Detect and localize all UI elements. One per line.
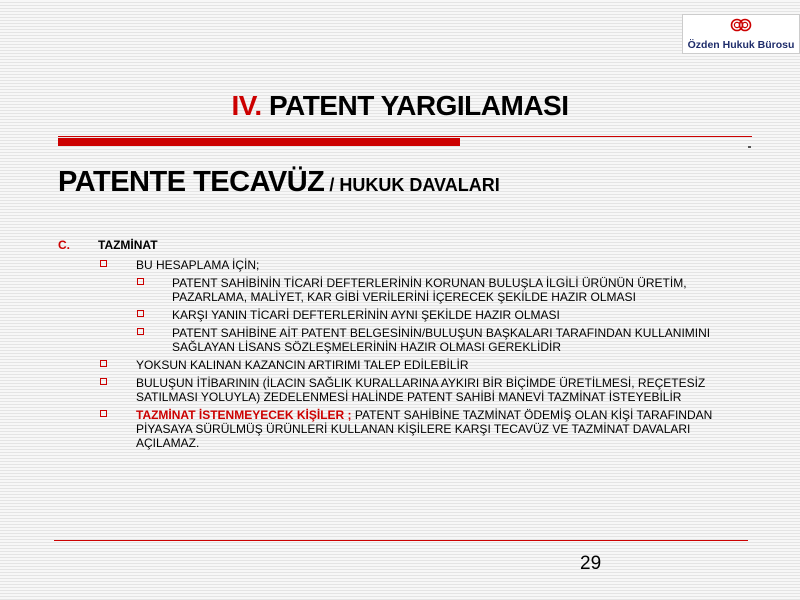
square-bullet-icon: [137, 278, 144, 285]
slide-title-text: PATENT YARGILAMASI: [261, 90, 569, 121]
square-bullet-icon: [100, 378, 107, 385]
list-item-text: BU HESAPLAMA İÇİN;: [136, 258, 260, 272]
list-item: [58, 358, 738, 372]
slide-content: [58, 238, 738, 454]
subtitle-main: PATENTE TECAVÜZ: [58, 166, 325, 198]
list-item-label: TAZMİNAT İSTENMEYECEK KİŞİLER ;: [136, 408, 352, 422]
logo-rings-icon: [730, 18, 752, 32]
sub-list-item: [58, 308, 738, 322]
footer-divider: [54, 540, 748, 541]
sub-list-item: [58, 276, 738, 304]
section-letter: C.: [58, 238, 70, 252]
square-bullet-icon: [137, 310, 144, 317]
subtitle-secondary: / HUKUK DAVALARI: [324, 175, 500, 195]
title-divider-thick: [58, 138, 460, 146]
slide-title: [0, 90, 800, 122]
slide-subtitle: [58, 166, 500, 199]
section-heading: [58, 238, 738, 252]
title-divider-thin: [58, 136, 752, 137]
page-number: 29: [580, 553, 602, 574]
logo-text: Özden Hukuk Bürosu: [687, 39, 795, 51]
company-logo: [682, 14, 800, 54]
square-bullet-icon: [137, 328, 144, 335]
sub-list-item-text: PATENT SAHİBİNİN TİCARİ DEFTERLERİNİN KORUNAN BULUŞLA İLGİLİ ÜRÜNÜN ÜRETİM, PAZARLAMA, MALİYET, KAR GİBİ VERİLERİNİ İÇERECEK ŞEKİLDE HAZIR OLMASI: [172, 276, 687, 304]
list-item: [58, 376, 738, 404]
list-item: [58, 258, 738, 272]
list-item: [58, 408, 738, 450]
sub-list-item-text: KARŞI YANIN TİCARİ DEFTERLERİNİN AYNI ŞEKİLDE HAZIR OLMASI: [172, 308, 560, 322]
list-item-text: BULUŞUN İTİBARININ (İLACIN SAĞLIK KURALLARINA AYKIRI BİR BİÇİMDE ÜRETİLMESİ, REÇETESİZ SATILMASI YOLUYLA) ZEDELENMESİ HALİNDE PATENT SAHİBİ MANEVİ TAZMİNAT İSTEYEBİLİR: [136, 376, 706, 404]
sub-list-item: [58, 326, 738, 354]
slide-title-number: IV.: [231, 90, 262, 121]
square-bullet-icon: [100, 360, 107, 367]
list-item-text: PATENT SAHİBİNE TAZMİNAT ÖDEMİŞ OLAN KİŞİ TARAFINDAN PİYASAYA SÜRÜLMÜŞ ÜRÜNLERİ KULLANAN KİŞİLERE KARŞI TECAVÜZ VE TAZMİNAT DAVALARI AÇILAMAZ.: [136, 408, 713, 450]
section-heading-text: TAZMİNAT: [98, 238, 158, 252]
sub-list-item-text: PATENT SAHİBİNE AİT PATENT BELGESİNİN/BULUŞUN BAŞKALARI TARAFINDAN KULLANIMINI SAĞLAYAN LİSANS SÖZLEŞMELERİNİN HAZIR OLMASI GEREKLİDİR: [172, 326, 711, 354]
square-bullet-icon: [100, 260, 107, 267]
list-item-text: YOKSUN KALINAN KAZANCIN ARTIRIMI TALEP EDİLEBİLİR: [136, 358, 469, 372]
square-bullet-icon: [100, 410, 107, 417]
divider-dot: [748, 146, 751, 148]
